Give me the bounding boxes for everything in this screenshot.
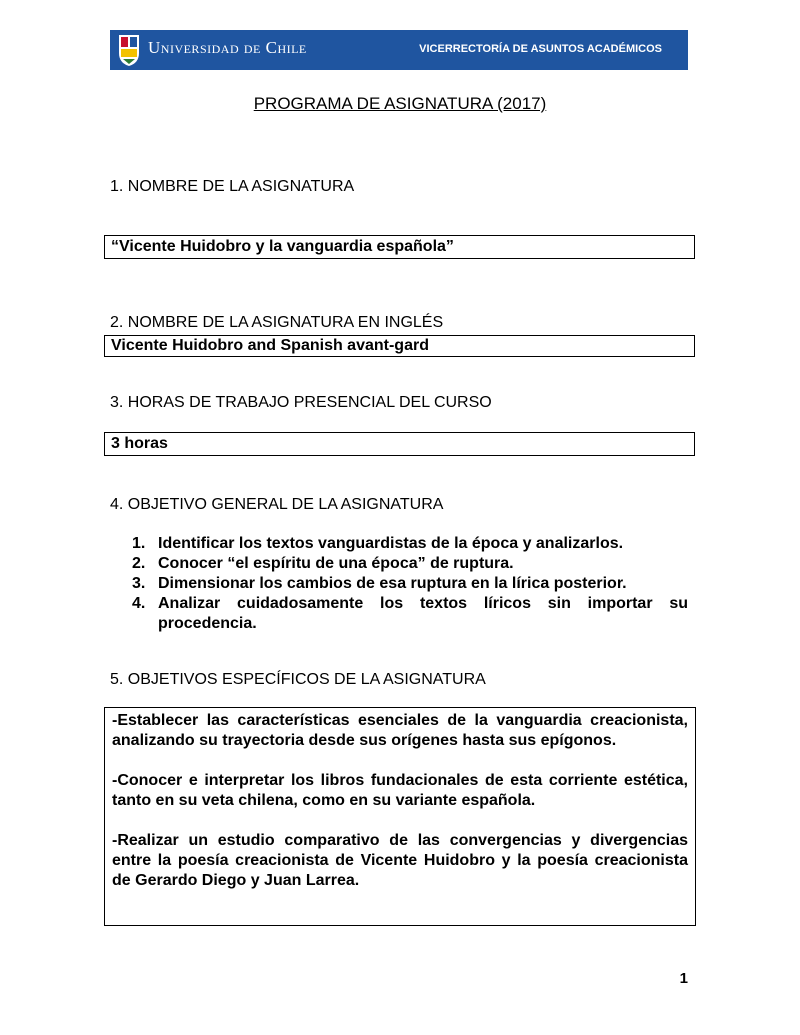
list-item-number: 2. — [132, 555, 146, 572]
course-name-box — [104, 235, 695, 259]
objective-paragraph: -Establecer las características esenciales de la vanguardia creacionista, analizando su trayectoria desde sus orígenes hasta sus epígonos. — [112, 712, 688, 749]
list-item-number: 3. — [132, 575, 146, 592]
general-objectives-list — [132, 534, 688, 634]
page-number: 1 — [679, 970, 688, 987]
list-item — [132, 554, 688, 574]
course-name-english: Vicente Huidobro and Spanish avant-gard — [111, 337, 429, 354]
section-5-heading: 5. OBJETIVOS ESPECÍFICOS DE LA ASIGNATURA — [110, 671, 486, 688]
section-3-heading: 3. HORAS DE TRABAJO PRESENCIAL DEL CURSO — [110, 394, 492, 411]
objective-paragraph: -Conocer e interpretar los libros fundacionales de esta corriente estética, tanto en su veta chilena, como en su variante española. — [112, 772, 688, 809]
list-item — [132, 534, 688, 554]
list-item-text: Identificar los textos vanguardistas de la época y analizarlos. — [158, 535, 624, 552]
university-name: Universidad de Chile — [148, 38, 307, 57]
hours-box — [104, 432, 695, 456]
specific-objectives-box — [104, 707, 696, 926]
course-name-english-box — [104, 335, 695, 357]
document-title: PROGRAMA DE ASIGNATURA (2017) — [253, 94, 547, 113]
list-item-text: Conocer “el espíritu de una época” de ruptura. — [158, 555, 514, 572]
list-item-text: Dimensionar los cambios de esa ruptura en la lírica posterior. — [158, 575, 627, 592]
list-item-number: 4. — [132, 595, 146, 612]
list-item-number: 1. — [132, 535, 146, 552]
hours-value: 3 horas — [111, 435, 168, 452]
list-item — [132, 594, 688, 634]
section-1-heading: 1. NOMBRE DE LA ASIGNATURA — [110, 178, 355, 195]
objective-paragraph: -Realizar un estudio comparativo de las convergencias y divergencias entre la poesía creacionista de Vicente Huidobro y la poesía creacionista de Gerardo Diego y Juan Larrea. — [112, 832, 688, 889]
header-banner — [110, 30, 688, 70]
university-crest-icon — [117, 33, 141, 67]
course-name: “Vicente Huidobro y la vanguardia española” — [111, 238, 454, 255]
section-4-heading: 4. OBJETIVO GENERAL DE LA ASIGNATURA — [110, 496, 444, 513]
section-2-heading: 2. NOMBRE DE LA ASIGNATURA EN INGLÉS — [110, 314, 444, 331]
office-name: VICERRECTORÍA DE ASUNTOS ACADÉMICOS — [419, 43, 662, 55]
list-item-text: Analizar cuidadosamente los textos líricos sin importar su procedencia. — [158, 595, 688, 632]
list-item — [132, 574, 688, 594]
